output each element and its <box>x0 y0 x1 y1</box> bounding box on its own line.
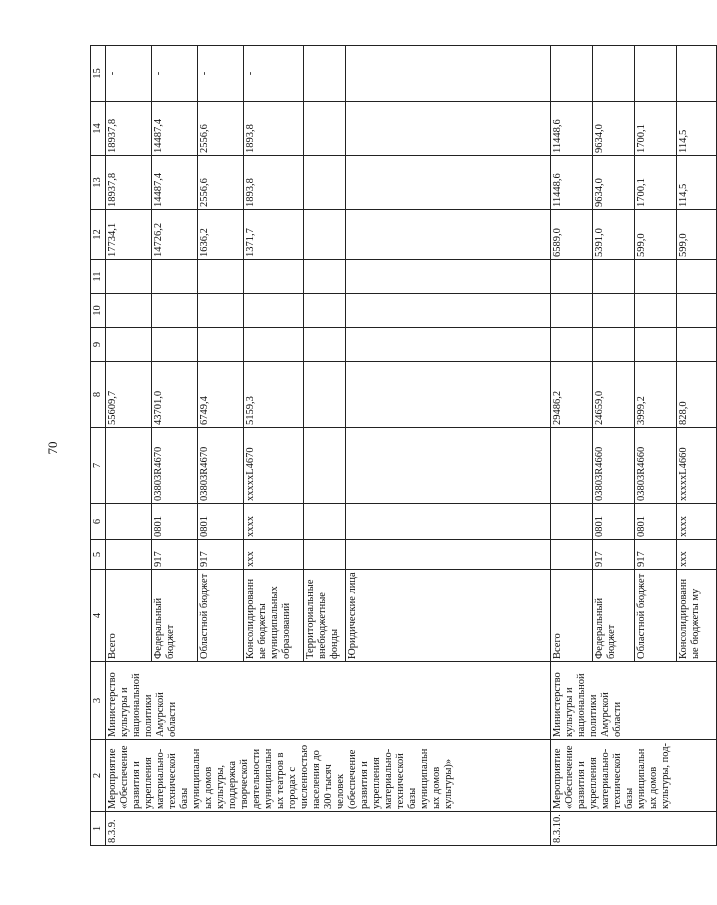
funding-source: Территориальные внебюджетные фонды <box>304 570 346 662</box>
column-number-9: 9 <box>91 328 106 362</box>
funding-source: Консолидированные бюджеты му <box>677 570 717 662</box>
target-article: 03803R4670 <box>198 428 244 504</box>
year-col-9 <box>106 328 152 362</box>
year-col-11 <box>551 260 593 294</box>
year-col-9 <box>152 328 198 362</box>
year-col-14: 1700,1 <box>635 102 677 156</box>
year-col-15 <box>346 46 551 102</box>
target-article: хххххL4660 <box>677 428 717 504</box>
year-col-11 <box>635 260 677 294</box>
year-col-9 <box>635 328 677 362</box>
section-code <box>346 504 551 540</box>
executor: Министерство культуры и национальной политики Амурской области <box>551 662 717 740</box>
section-code: хххх <box>244 504 304 540</box>
executor: Министерство культуры и национальной политики Амурской области <box>106 662 551 740</box>
target-article <box>304 428 346 504</box>
total-amount: 55609,7 <box>106 362 152 428</box>
year-col-15: - <box>244 46 304 102</box>
admin-code: 917 <box>593 540 635 570</box>
funding-source: Юридические лица <box>346 570 551 662</box>
section-code <box>551 504 593 540</box>
column-number-3: 3 <box>91 662 106 740</box>
column-number-4: 4 <box>91 570 106 662</box>
section-code: 0801 <box>635 504 677 540</box>
year-col-9 <box>677 328 717 362</box>
year-col-12: 599,0 <box>677 210 717 260</box>
section-code: хххх <box>677 504 717 540</box>
year-col-14: 9634,0 <box>593 102 635 156</box>
column-number-8: 8 <box>91 362 106 428</box>
year-col-15: - <box>198 46 244 102</box>
year-col-12: 14726,2 <box>152 210 198 260</box>
year-col-15: - <box>152 46 198 102</box>
section-code: 0801 <box>593 504 635 540</box>
table-row <box>106 46 152 846</box>
funding-source: Областной бюджет <box>635 570 677 662</box>
column-number-11: 11 <box>91 260 106 294</box>
total-amount: 828,0 <box>677 362 717 428</box>
total-amount <box>304 362 346 428</box>
year-col-12: 6589,0 <box>551 210 593 260</box>
budget-table-sheet <box>90 46 701 846</box>
event-description: Мероприятие «Обеспечение развития и укрепления материально-технической базы муниципальных домов культуры, под- <box>551 740 717 812</box>
section-code <box>304 504 346 540</box>
funding-source: Всего <box>106 570 152 662</box>
year-col-11 <box>346 260 551 294</box>
target-article <box>106 428 152 504</box>
total-amount: 5159,3 <box>244 362 304 428</box>
year-col-14: 14487,4 <box>152 102 198 156</box>
year-col-9 <box>346 328 551 362</box>
year-col-9 <box>551 328 593 362</box>
target-article <box>346 428 551 504</box>
target-article: хххххL4670 <box>244 428 304 504</box>
total-amount: 24659,0 <box>593 362 635 428</box>
funding-source: Всего <box>551 570 593 662</box>
column-number-10: 10 <box>91 294 106 328</box>
section-code: 0801 <box>152 504 198 540</box>
column-number-14: 14 <box>91 102 106 156</box>
column-number-1: 1 <box>91 812 106 846</box>
year-col-13: 11448,6 <box>551 156 593 210</box>
total-amount: 3999,2 <box>635 362 677 428</box>
year-col-12 <box>346 210 551 260</box>
year-col-14: 1893,8 <box>244 102 304 156</box>
admin-code: 917 <box>152 540 198 570</box>
year-col-10 <box>635 294 677 328</box>
year-col-11 <box>198 260 244 294</box>
year-col-13: 18937,8 <box>106 156 152 210</box>
year-col-15 <box>677 46 717 102</box>
year-col-10 <box>593 294 635 328</box>
total-amount <box>346 362 551 428</box>
column-number-7: 7 <box>91 428 106 504</box>
total-amount: 6749,4 <box>198 362 244 428</box>
year-col-14: 114,5 <box>677 102 717 156</box>
year-col-10 <box>106 294 152 328</box>
year-col-10 <box>346 294 551 328</box>
year-col-15: - <box>106 46 152 102</box>
year-col-12: 1371,7 <box>244 210 304 260</box>
funding-source: Федеральный бюджет <box>593 570 635 662</box>
admin-code <box>106 540 152 570</box>
section-number: 8.3.10. <box>551 812 717 846</box>
target-article: 03803R4670 <box>152 428 198 504</box>
admin-code: 917 <box>635 540 677 570</box>
year-col-10 <box>244 294 304 328</box>
admin-code: ххх <box>677 540 717 570</box>
year-col-12: 599,0 <box>635 210 677 260</box>
year-col-15 <box>593 46 635 102</box>
column-number-5: 5 <box>91 540 106 570</box>
target-article: 03803R4660 <box>593 428 635 504</box>
year-col-11 <box>304 260 346 294</box>
column-number-15: 15 <box>91 46 106 102</box>
year-col-11 <box>593 260 635 294</box>
year-col-13: 2556,6 <box>198 156 244 210</box>
funding-source: Консолидированные бюджеты муниципальных образований <box>244 570 304 662</box>
target-article <box>551 428 593 504</box>
column-number-2: 2 <box>91 740 106 812</box>
year-col-10 <box>198 294 244 328</box>
section-code: 0801 <box>198 504 244 540</box>
year-col-11 <box>677 260 717 294</box>
column-number-12: 12 <box>91 210 106 260</box>
year-col-13: 1893,8 <box>244 156 304 210</box>
funding-source: Областной бюджет <box>198 570 244 662</box>
admin-code <box>346 540 551 570</box>
budget-table <box>90 45 717 846</box>
column-number-13: 13 <box>91 156 106 210</box>
year-col-14: 11448,6 <box>551 102 593 156</box>
year-col-10 <box>304 294 346 328</box>
year-col-11 <box>244 260 304 294</box>
year-col-11 <box>152 260 198 294</box>
year-col-12: 17734,1 <box>106 210 152 260</box>
year-col-13: 114,5 <box>677 156 717 210</box>
year-col-9 <box>244 328 304 362</box>
section-code <box>106 504 152 540</box>
year-col-14 <box>304 102 346 156</box>
table-row <box>551 46 593 846</box>
column-number-6: 6 <box>91 504 106 540</box>
year-col-13: 1700,1 <box>635 156 677 210</box>
year-col-15 <box>635 46 677 102</box>
year-col-9 <box>304 328 346 362</box>
year-col-12 <box>304 210 346 260</box>
column-number-row <box>91 46 106 846</box>
target-article: 03803R4660 <box>635 428 677 504</box>
admin-code: ххх <box>244 540 304 570</box>
year-col-13: 14487,4 <box>152 156 198 210</box>
year-col-13 <box>346 156 551 210</box>
year-col-14: 18937,8 <box>106 102 152 156</box>
admin-code <box>551 540 593 570</box>
page-number: 70 <box>45 441 60 455</box>
year-col-10 <box>677 294 717 328</box>
year-col-10 <box>551 294 593 328</box>
year-col-9 <box>198 328 244 362</box>
funding-source: Федеральный бюджет <box>152 570 198 662</box>
year-col-10 <box>152 294 198 328</box>
section-number: 8.3.9. <box>106 812 551 846</box>
year-col-12: 1636,2 <box>198 210 244 260</box>
admin-code <box>304 540 346 570</box>
year-col-13 <box>304 156 346 210</box>
year-col-13: 9634,0 <box>593 156 635 210</box>
year-col-15 <box>551 46 593 102</box>
year-col-12: 5391,0 <box>593 210 635 260</box>
year-col-11 <box>106 260 152 294</box>
total-amount: 29486,2 <box>551 362 593 428</box>
year-col-14: 2556,6 <box>198 102 244 156</box>
year-col-9 <box>593 328 635 362</box>
year-col-14 <box>346 102 551 156</box>
total-amount: 43701,0 <box>152 362 198 428</box>
year-col-15 <box>304 46 346 102</box>
event-description: Мероприятие «Обеспечение развития и укрепления материально-технической базы муниципальных домов культуры, поддержка творческой деятельности муниципальных театров в городах с численностью населения до 300 тысяч человек (обеспечение развития и укрепления материально-технической базы муниципальных домов культуры)» <box>106 740 551 812</box>
admin-code: 917 <box>198 540 244 570</box>
